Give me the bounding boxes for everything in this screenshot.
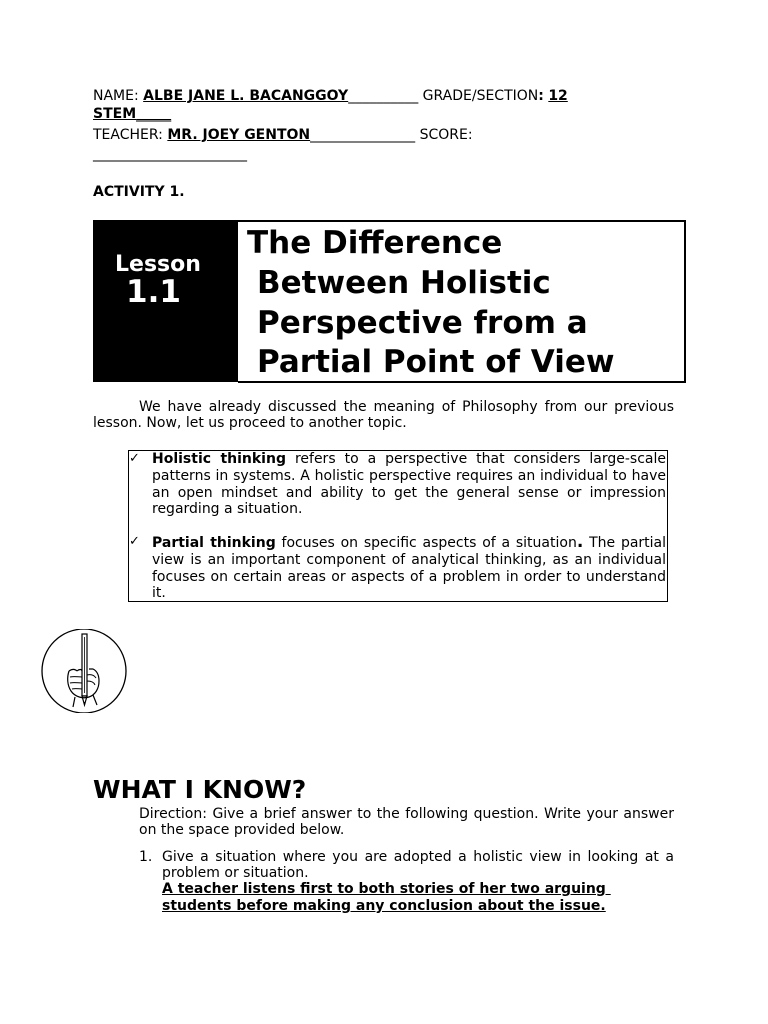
intro-paragraph: We have already discussed the meaning of Philosophy from our previous lesson. Now, let us proceed to another topic. <box>93 399 674 431</box>
answer-text <box>162 881 674 915</box>
direction-text: Direction: Give a brief answer to the following question. Write your answer on the space provided below. <box>139 806 674 838</box>
answer-line: students before making any conclusion about the issue. <box>162 898 606 914</box>
lesson-badge <box>93 220 239 382</box>
definition-text: refers to a perspective that considers large-scale patterns in systems. A holistic perspective requires an individual to have an open mindset and ability to get the general sense or impression regarding a situation. <box>152 451 667 518</box>
lesson-title-line: The Difference <box>247 225 503 261</box>
holistic-definition <box>152 451 666 518</box>
lesson-title-line: Partial Point of View <box>257 344 615 380</box>
lesson-title-box <box>238 220 686 383</box>
lesson-label: Lesson <box>115 252 201 277</box>
grade-value: 12 <box>548 88 568 104</box>
lesson-number: 1.1 <box>126 274 181 310</box>
name-grade-row <box>93 88 568 105</box>
name-blank: __________ <box>348 88 419 104</box>
question-number: 1. <box>139 849 153 865</box>
teacher-value: MR. JOEY GENTON <box>167 127 311 143</box>
pencil-hand-icon <box>39 629 129 713</box>
grade-continuation-row <box>93 106 171 123</box>
question-text: Give a situation where you are adopted a holistic view in looking at a problem or situation. <box>162 849 674 881</box>
definitions-box <box>128 450 668 602</box>
answer-line: A teacher listens first to both stories of her two arguing <box>162 881 611 897</box>
check-icon: ✓ <box>129 534 140 549</box>
grade-colon: : <box>538 88 544 104</box>
name-label: NAME: <box>93 88 139 104</box>
grade-strand: STEM <box>93 106 137 122</box>
definition-term: Holistic thinking <box>152 451 286 467</box>
definition-term: Partial thinking <box>152 535 276 551</box>
definition-period: . <box>576 532 584 552</box>
definition-text: focuses on specific aspects of a situation <box>275 535 577 551</box>
name-value: ALBE JANE L. BACANGGOY <box>143 88 349 104</box>
check-icon: ✓ <box>129 451 140 466</box>
lesson-title-line: Perspective from a <box>257 305 588 341</box>
definition-text-rest: The partial view is an important component of analytical thinking, as an individual focuses on certain areas or aspects of a problem in order to understand it. <box>152 535 667 602</box>
teacher-blank: _______________ <box>310 127 416 143</box>
teacher-score-row <box>93 127 473 144</box>
partial-definition <box>152 534 666 602</box>
teacher-label: TEACHER: <box>93 127 163 143</box>
grade-label: GRADE/SECTION <box>422 88 539 104</box>
what-i-know-heading: WHAT I KNOW? <box>93 775 307 804</box>
activity-title: ACTIVITY 1. <box>93 184 185 200</box>
score-blank: ______________________ <box>93 146 247 162</box>
grade-blank: _____ <box>136 106 172 122</box>
lesson-title-line: Between Holistic <box>257 265 551 301</box>
score-label: SCORE: <box>419 127 473 143</box>
